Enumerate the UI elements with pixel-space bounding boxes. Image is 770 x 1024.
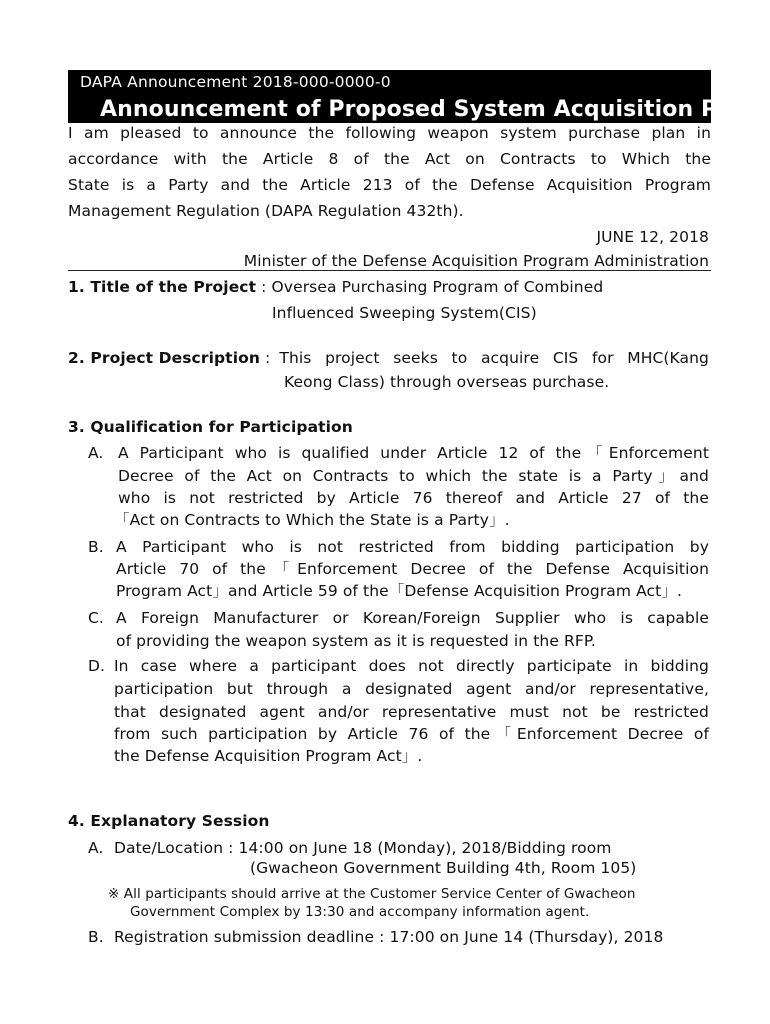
item-d-line-2: participation but through a designated agent and/or representative, [114, 680, 709, 698]
item-a-line-3: who is not restricted by Article 76 thereof and Article 27 of the [118, 489, 709, 507]
item-b-marker: B. [88, 538, 104, 556]
announcement-title: Announcement of Proposed System Acquisition Plan [100, 97, 756, 122]
item-4a-line-2: (Gwacheon Government Building 4th, Room 105) [250, 859, 637, 877]
section-2-colon: : [260, 349, 276, 367]
item-b-line-2: Article 70 of the「Enforcement Decree of the Defense Acquisition [116, 560, 709, 578]
section-2-line-1: This project seeks to acquire CIS for MHC(Kang [279, 349, 709, 367]
note-line-2: Government Complex by 13:30 and accompany information agent. [130, 904, 590, 920]
item-c-line-1: A Foreign Manufacturer or Korean/Foreign Supplier who is capable [116, 609, 709, 627]
item-4b-marker: B. [88, 928, 104, 946]
section-1-line-2: Influenced Sweeping System(CIS) [272, 304, 537, 322]
signatory: Minister of the Defense Acquisition Program Administration [243, 252, 709, 270]
announcement-header [68, 70, 756, 123]
item-4a-marker: A. [88, 839, 104, 857]
item-4b-line-1: Registration submission deadline : 17:00 on June 14 (Thursday), 2018 [114, 928, 664, 946]
item-d-marker: D. [88, 657, 106, 675]
section-2-heading: 2. Project Description [68, 349, 260, 367]
item-a-line-4: 「Act on Contracts to Which the State is a Party」. [114, 511, 510, 529]
intro-line-2: accordance with the Article 8 of the Act on Contracts to Which the [68, 150, 711, 168]
item-a-marker: A. [88, 444, 104, 462]
section-1-colon: : [256, 278, 272, 296]
section-1 [68, 277, 603, 297]
item-b-line-3: Program Act」and Article 59 of the「Defense Acquisition Program Act」. [116, 582, 682, 600]
section-2 [68, 348, 709, 368]
section-4-heading: 4. Explanatory Session [68, 812, 270, 830]
item-d-line-5: the Defense Acquisition Program Act」. [114, 747, 423, 765]
section-divider [68, 270, 711, 271]
item-b-line-1: A Participant who is not restricted from bidding participation by [116, 538, 709, 556]
note-line-1: ※ All participants should arrive at the Customer Service Center of Gwacheon [108, 886, 636, 902]
item-c-marker: C. [88, 609, 104, 627]
section-1-line-1: Oversea Purchasing Program of Combined [271, 278, 604, 296]
item-d-line-4: from such participation by Article 76 of the「Enforcement Decree of [114, 725, 709, 743]
item-a-line-2: Decree of the Act on Contracts to which the state is a Party」and [118, 467, 709, 485]
intro-line-3: State is a Party and the Article 213 of the Defense Acquisition Program [68, 176, 711, 194]
section-3-heading: 3. Qualification for Participation [68, 418, 353, 436]
announcement-date: JUNE 12, 2018 [596, 228, 709, 246]
intro-line-1: I am pleased to announce the following weapon system purchase plan in [68, 124, 711, 142]
intro-line-4: Management Regulation (DAPA Regulation 432th). [68, 202, 464, 220]
section-1-heading: 1. Title of the Project [68, 278, 257, 296]
item-c-line-2: of providing the weapon system as it is requested in the RFP. [116, 632, 596, 650]
item-a-line-1: A Participant who is qualified under Article 12 of the「Enforcement [118, 444, 709, 462]
item-d-line-3: that designated agent and/or representative must not be restricted [114, 703, 709, 721]
item-d-line-1: In case where a participant does not directly participate in bidding [114, 657, 709, 675]
announcement-number: DAPA Announcement 2018-000-0000-0 [80, 73, 391, 91]
section-2-line-2: Keong Class) through overseas purchase. [284, 373, 610, 391]
item-4a-line-1: Date/Location : 14:00 on June 18 (Monday), 2018/Bidding room [114, 839, 612, 857]
